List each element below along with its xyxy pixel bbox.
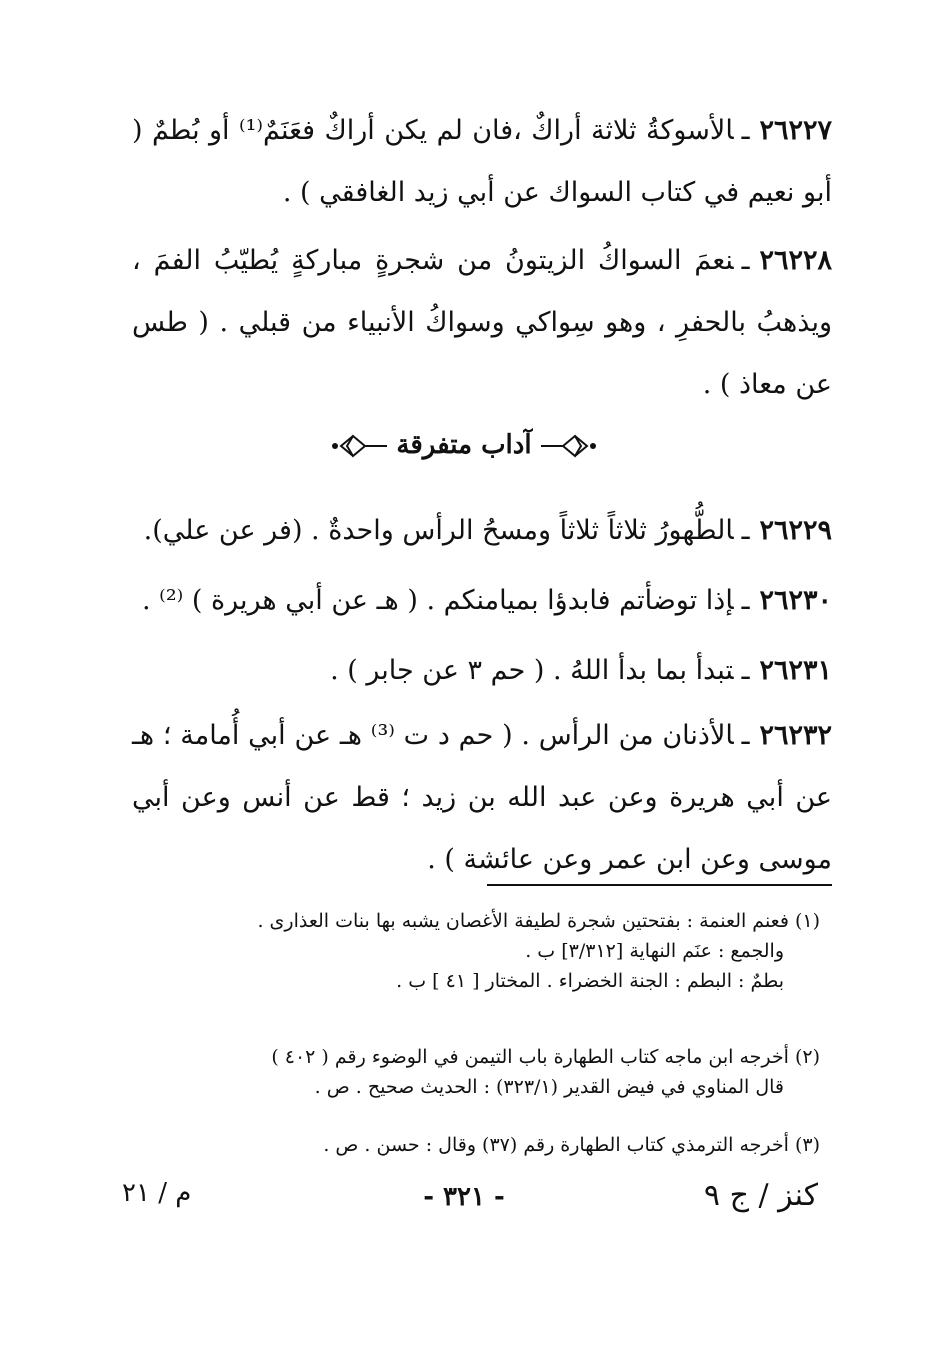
- entry-number: ٢٦٢٣٠: [759, 585, 832, 616]
- entry-text: الأذنان من الرأس . ( حم د ت ⁽³⁾ هـ عن أبي أُمامة ؛ هـ عن أبي هريرة وعن عبد الله بن زيد ؛ قط عن أنس وعن أبي موسى وعن ابن عمر وعن عائشة ) .: [132, 720, 832, 875]
- entry-text: تبدأ بما بدأ اللهُ . ( حم ٣ عن جابر ) .: [330, 655, 734, 686]
- footer-volume: كنز / ج ٩: [703, 1178, 818, 1213]
- footnote-marker: (٣): [794, 1134, 820, 1156]
- footnote-line: قال المناوي في فيض القدير (٣٢٣/١) : الحديث صحيح . ص .: [314, 1076, 784, 1098]
- entry-text: الأسوكةُ ثلاثة أراكٌ ،فان لم يكن أراكٌ فعَنَمٌ⁽¹⁾ أو بُطمٌ ( أبو نعيم في كتاب السواك عن أبي زيد الغافقي ) .: [132, 115, 832, 208]
- footnote-line: والجمع : عنَم النهاية [٣/٣١٢] ب .: [525, 940, 784, 962]
- footnote-divider: [487, 884, 832, 886]
- section-heading-text: آداب متفرقة: [396, 430, 532, 460]
- entry-number: ٢٦٢٣١: [759, 655, 832, 686]
- section-heading: [0, 430, 928, 460]
- footnote-line: فعنم العنمة : بفتحتين شجرة لطيفة الأغصان يشبه بها بنات العذارى .: [257, 910, 789, 932]
- entry-26232: [132, 705, 832, 891]
- entry-number: ٢٦٢٣٢: [759, 720, 833, 751]
- footnote-1: [120, 906, 820, 996]
- entry-26230: [132, 570, 832, 632]
- entry-26227: [132, 100, 832, 224]
- entry-dash: ـ: [741, 245, 750, 276]
- entry-text: إذا توضأتم فابدؤا بميامنكم . ( هـ عن أبي هريرة ) ⁽²⁾ .: [142, 585, 734, 616]
- entry-number: ٢٦٢٢٧: [759, 115, 832, 146]
- footnote-2: [120, 1042, 820, 1102]
- entry-number: ٢٦٢٢٨: [759, 245, 832, 276]
- footnote-marker: (١): [794, 910, 820, 932]
- footnote-line: بطمٌ : البطم : الجنة الخضراء . المختار [ ٤١ ] ب .: [396, 970, 784, 992]
- footer-signature: م / ٢١: [122, 1178, 192, 1208]
- entry-dash: ـ: [741, 655, 750, 686]
- footnote-marker: (٢): [794, 1046, 820, 1068]
- entry-dash: ـ: [741, 515, 750, 546]
- footnote-line: أخرجه الترمذي كتاب الطهارة رقم (٣٧) وقال : حسن . ص .: [323, 1134, 789, 1156]
- entry-26231: [132, 640, 832, 702]
- ornament-icon: [327, 434, 387, 458]
- entry-number: ٢٦٢٢٩: [759, 515, 832, 546]
- entry-text: نعمَ السواكُ الزيتونُ من شجرةٍ مباركةٍ يُطيّبُ الفمَ ، ويذهبُ بالحفرِ ، وهو سِواكي وسواكُ الأنبياء من قبلي . ( طس عن معاذ ) .: [132, 245, 832, 400]
- page-number: - ٣٢١ -: [423, 1182, 505, 1212]
- entry-text: الطُّهورُ ثلاثاً ثلاثاً ومسحُ الرأس واحدةٌ . (فر عن علي).: [143, 515, 734, 546]
- entry-dash: ـ: [741, 115, 750, 146]
- footnote-line: أخرجه ابن ماجه كتاب الطهارة باب التيمن في الوضوء رقم ( ٤٠٢ ): [271, 1046, 789, 1068]
- page-footer: [0, 1178, 928, 1228]
- entry-26229: [132, 500, 832, 562]
- entry-26228: [132, 230, 832, 416]
- ornament-icon: [541, 434, 601, 458]
- entry-dash: ـ: [741, 585, 750, 616]
- footnote-3: [120, 1130, 820, 1160]
- entry-dash: ـ: [741, 720, 750, 751]
